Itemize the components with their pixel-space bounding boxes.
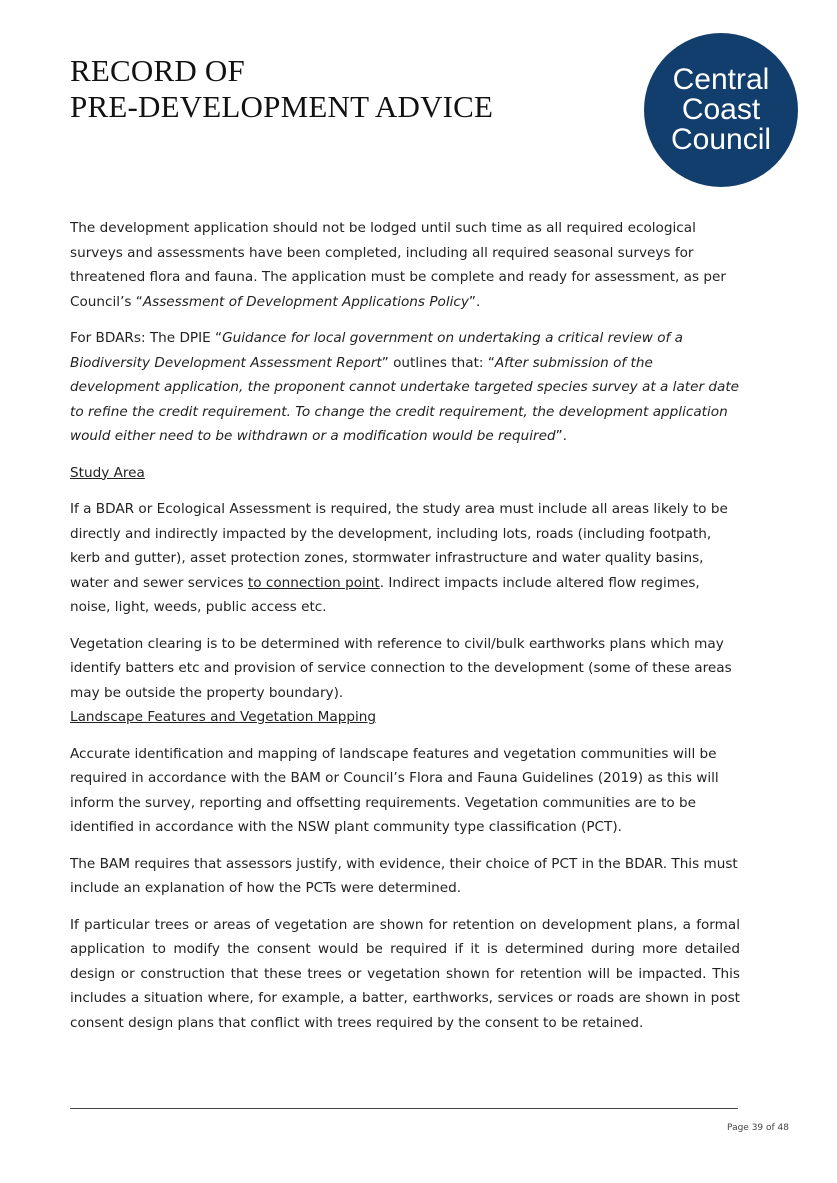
paragraph-bdar	[70, 326, 740, 449]
logo-line-2: Coast	[681, 93, 761, 126]
text-run: ”.	[555, 428, 567, 444]
title-line-2: PRE-DEVELOPMENT ADVICE	[70, 89, 494, 124]
policy-name: Assessment of Development Applications Policy	[142, 293, 469, 310]
title-line-1: RECORD OF	[70, 53, 245, 88]
text-run: ” outlines that: “	[381, 354, 495, 371]
paragraph-vegetation-clearing: Vegetation clearing is to be determined with reference to civil/bulk earthworks plans which may identify batters etc and provision of service connection to the development (some of these areas may be outside the property boundary).	[70, 635, 732, 701]
text-run: If a BDAR or Ecological Assessment is required, the study area must include all areas likely to be directly and indirectly impacted by the development, including lots, roads (including footpath, kerb and gutter), asset protection zones, stormwater infrastructure and water quality basins, water and sewer services	[70, 501, 728, 591]
heading-study-area: Study Area	[70, 464, 145, 481]
document-title	[70, 53, 493, 125]
underlined-text: to connection point	[247, 574, 380, 591]
text-run: For BDARs: The DPIE “	[70, 330, 223, 346]
text-run: ”.	[468, 293, 481, 310]
logo-line-1: Central	[672, 63, 770, 96]
text-run: . Indirect impacts include altered flow regimes, noise, light, weeds, public access etc.	[70, 574, 700, 615]
logo-line-3: Council	[670, 123, 772, 156]
paragraph-retention: If particular trees or areas of vegetation are shown for retention on development plans, a formal application to modify the consent would be required if it is determined during more detailed design or construction that these trees or vegetation shown for retention will be impacted. This includes a situation where, for example, a batter, earthworks, services or roads are shown in post consent design plans that conflict with trees required by the consent to be retained.	[70, 916, 740, 1031]
paragraph-pct: The BAM requires that assessors justify, with evidence, their choice of PCT in the BDAR. This must include an explanation of how the PCTs were determined.	[70, 855, 738, 896]
footer-divider	[70, 1108, 738, 1109]
text-run: The development application should not be lodged until such time as all required ecological surveys and assessments have been completed, including all required seasonal surveys for threatened flora and fauna. The application must be complete and ready for assessment, as per Council’s “	[70, 220, 726, 310]
paragraph-mapping: Accurate identification and mapping of landscape features and vegetation communities will be required in accordance with the BAM or Council’s Flora and Fauna Guidelines (2019) as this will inform the survey, reporting and offsetting requirements. Vegetation communities are to be identified in accordance with the NSW plant community type classification (PCT).	[70, 745, 719, 835]
heading-landscape-features: Landscape Features and Vegetation Mapping	[70, 709, 376, 725]
paragraph-study-area	[70, 497, 740, 620]
document-body	[70, 216, 740, 1047]
guidance-title: Guidance for local government on undertaking a critical review of a Biodiversity Development Assessment Report	[70, 330, 683, 371]
guidance-quote: After submission of the development application, the proponent cannot undertake targeted species survey at a later date to refine the credit requirement. To change the credit requirement, the development application would either need to be withdrawn or a modification would be required	[70, 354, 740, 444]
page-number: Page 39 of 48	[727, 1123, 789, 1133]
council-logo	[644, 33, 798, 187]
paragraph-lodgement	[70, 216, 740, 314]
